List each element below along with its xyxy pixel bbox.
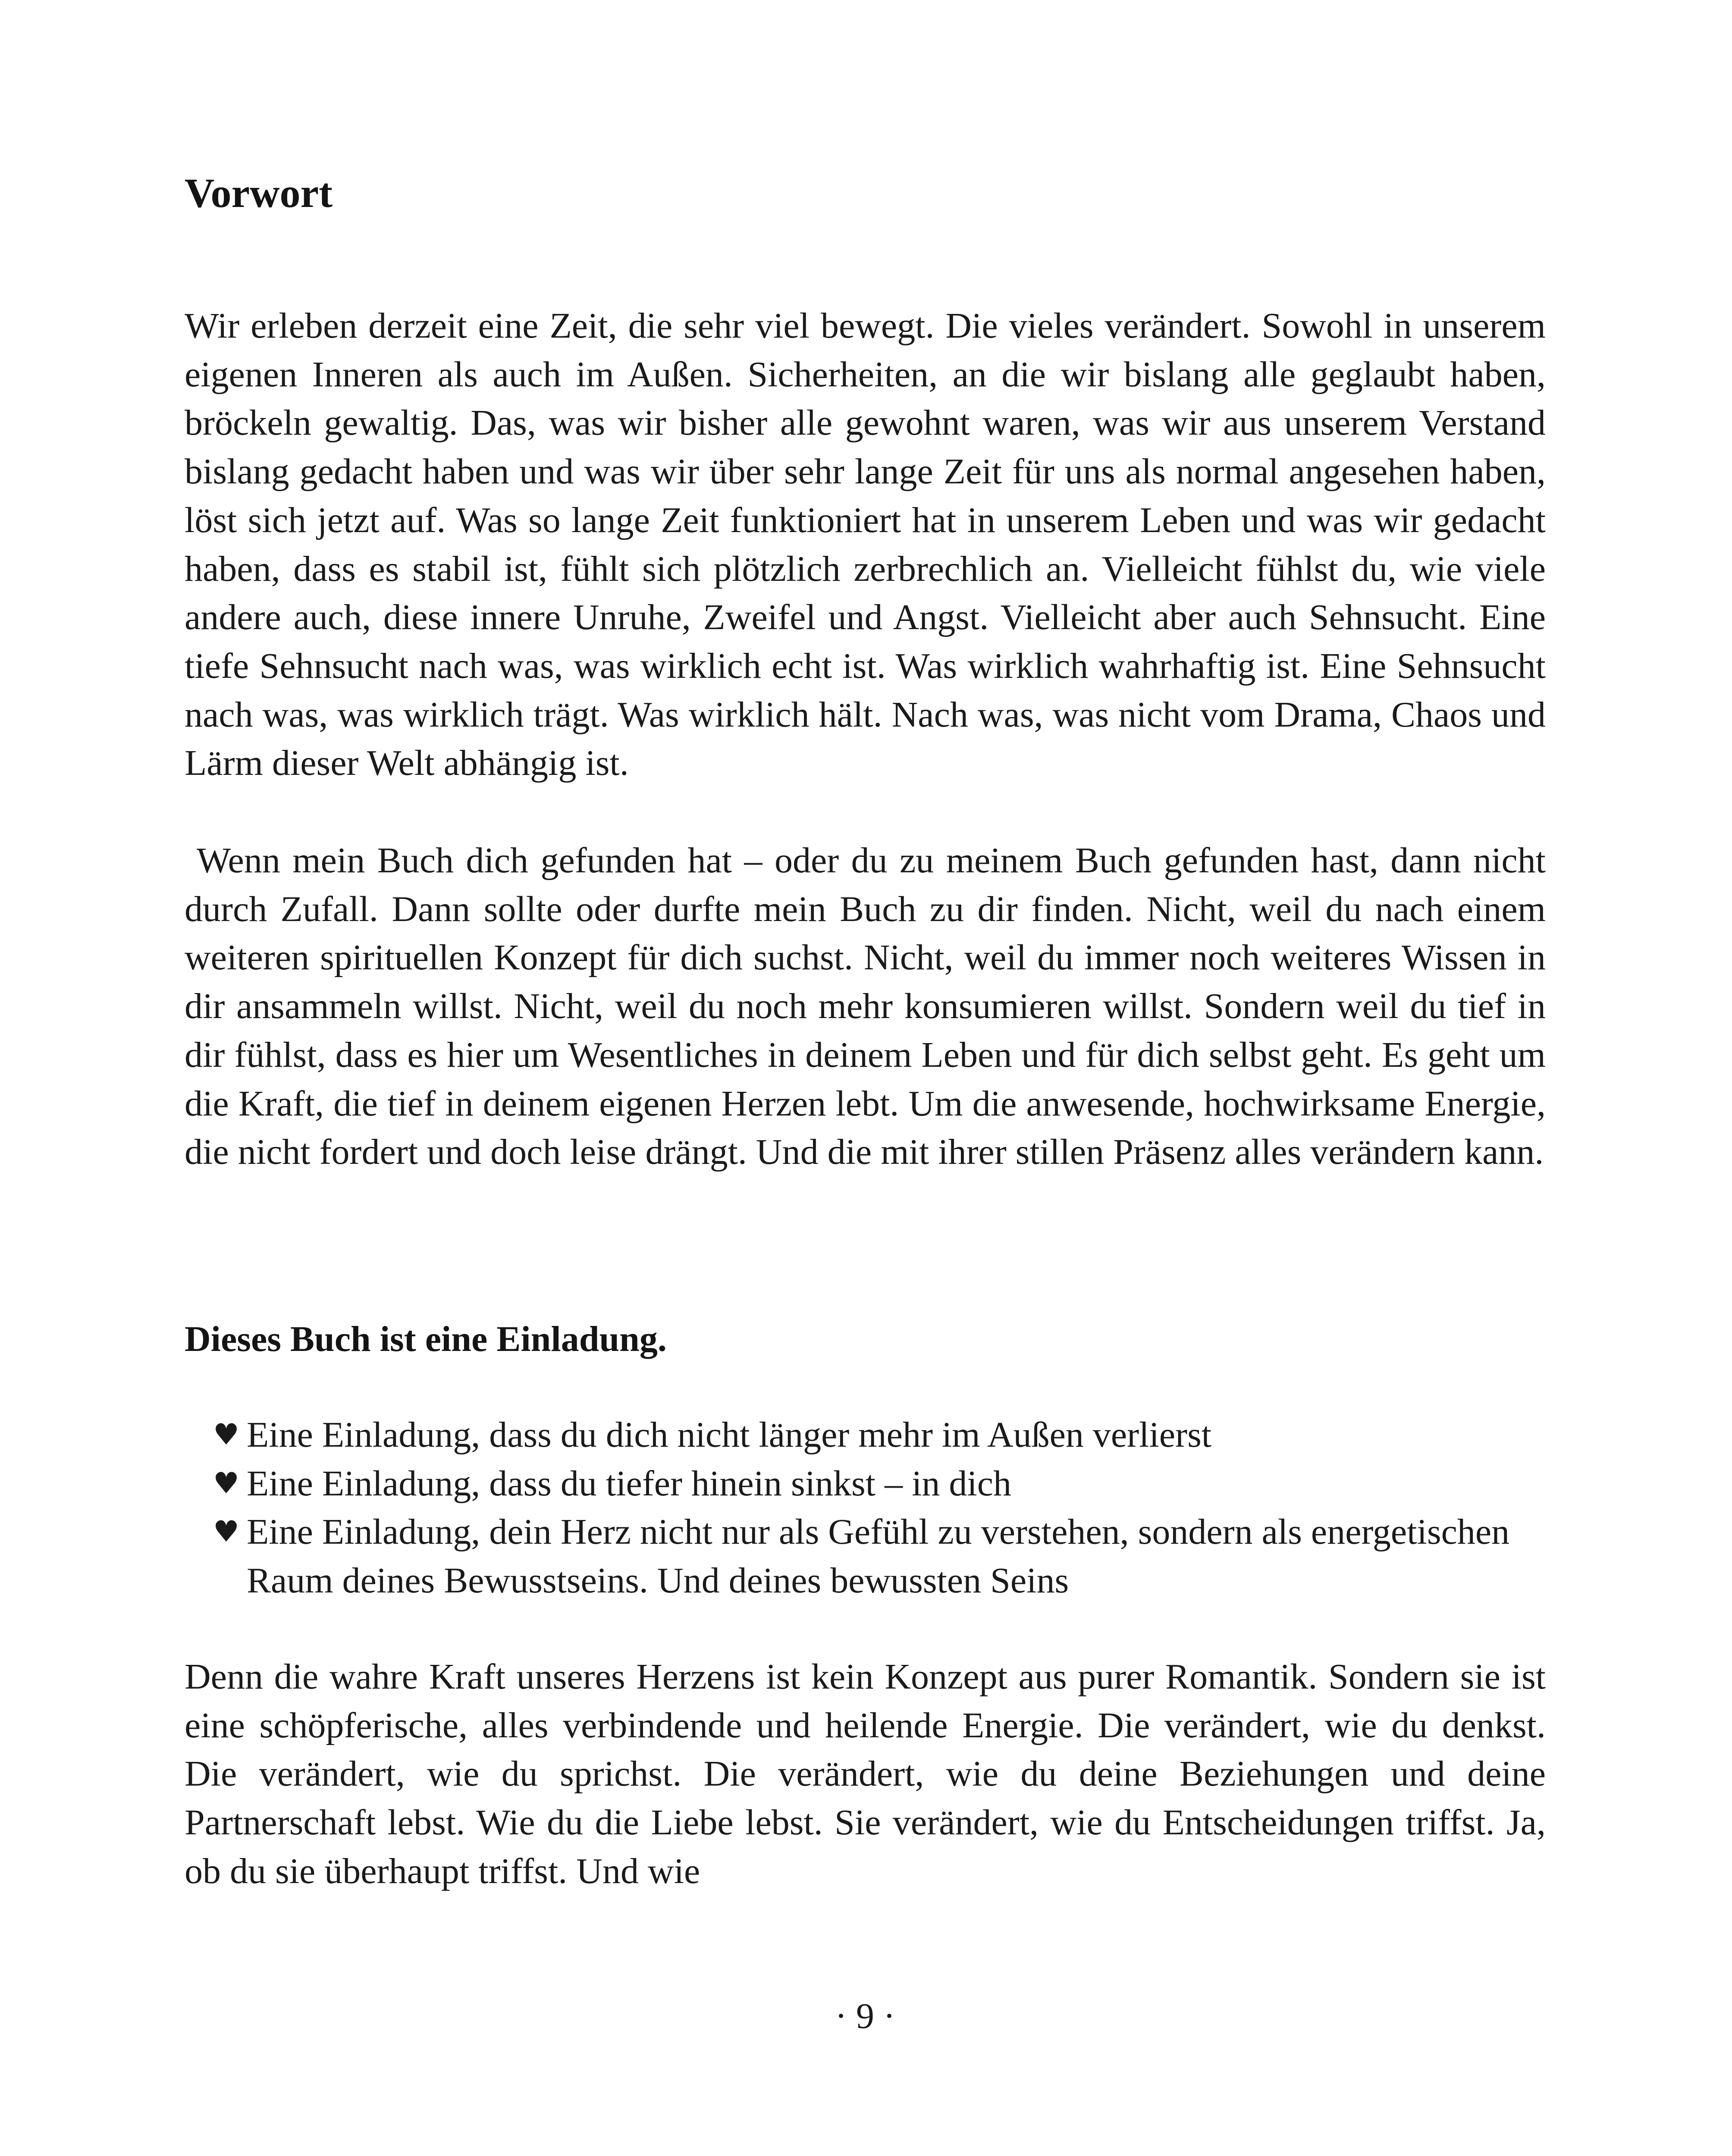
book-paragraph-block	[185, 837, 1546, 1177]
book-paragraph: Wenn mein Buch dich gefunden hat – oder du zu meinem Buch gefunden hast, dann nicht durch Zufall. Dann sollte oder durfte mein Buch zu dir finden. Nicht, weil du nach einem weiteren spirituellen Konzept für dich suchst. Nicht, weil du immer noch weiteres Wissen in dir ansammeln willst. Nicht, weil du noch mehr konsumieren willst. Sondern weil du tief in dir fühlst, dass es hier um Wesentliches in deinem Leben und für dich selbst geht. Es geht um die Kraft, die tief in deinem eigenen Herzen lebt. Um die anwesende, hochwirksame Energie, die nicht fordert und doch leise drängt. Und die mit ihrer stillen Präsenz alles verändern kann.	[185, 840, 1546, 1172]
list-item-text: Eine Einladung, dass du tiefer hinein sinkst – in dich	[247, 1463, 1012, 1504]
list-item-text: Eine Einladung, dass du dich nicht länger mehr im Außen verlierst	[247, 1415, 1212, 1455]
book-page	[185, 0, 1546, 2156]
invitation-heading: Dieses Buch ist eine Einladung.	[185, 1319, 667, 1359]
closing-paragraph-block	[185, 1653, 1546, 1896]
list-item	[213, 1460, 1546, 1508]
list-item-text: Eine Einladung, dein Herz nicht nur als Gefühl zu verstehen, sondern als energetischen Raum deines Bewusstseins. Und deines bewussten Seins	[247, 1512, 1510, 1601]
chapter-heading: Vorwort	[185, 170, 333, 216]
invitation-list	[213, 1411, 1546, 1605]
heart-icon: ♥	[213, 1515, 239, 1549]
heart-icon: ♥	[213, 1418, 239, 1452]
closing-paragraph: Denn die wahre Kraft unseres Herzens ist kein Konzept aus purer Romantik. Sondern sie ist eine schöpferische, alles verbindende und heilende Energie. Die verändert, wie du denkst. Die verändert, wie du sprichst. Die verändert, wie du deine Beziehungen und deine Partnerschaft lebst. Wie du die Liebe lebst. Sie verändert, wie du Entscheidungen triffst. Ja, ob du sie überhaupt triffst. Und wie	[185, 1657, 1546, 1891]
intro-paragraph-block	[185, 302, 1546, 788]
intro-paragraph: Wir erleben derzeit eine Zeit, die sehr viel bewegt. Die vieles verändert. Sowohl in unserem eigenen Inneren als auch im Außen. Sicherheiten, an die wir bislang alle geglaubt haben, bröckeln gewaltig. Das, was wir bisher alle gewohnt waren, was wir aus unserem Verstand bislang gedacht haben und was wir über sehr lange Zeit für uns als normal angesehen haben, löst sich jetzt auf. Was so lange Zeit funktioniert hat in unserem Leben und was wir gedacht haben, dass es stabil ist, fühlt sich plötzlich zerbrechlich an. Vielleicht fühlst du, wie viele andere auch, diese innere Unruhe, Zweifel und Angst. Vielleicht aber auch Sehnsucht. Eine tiefe Sehnsucht nach was, was wirklich echt ist. Was wirklich wahrhaftig ist. Eine Sehnsucht nach was, was wirklich trägt. Was wirklich hält. Nach was, was nicht vom Drama, Chaos und Lärm dieser Welt abhängig ist.	[185, 306, 1546, 783]
page-number: · 9 ·	[835, 1996, 895, 2036]
heart-icon: ♥	[213, 1466, 239, 1501]
list-item	[213, 1508, 1546, 1605]
list-item	[213, 1411, 1546, 1460]
